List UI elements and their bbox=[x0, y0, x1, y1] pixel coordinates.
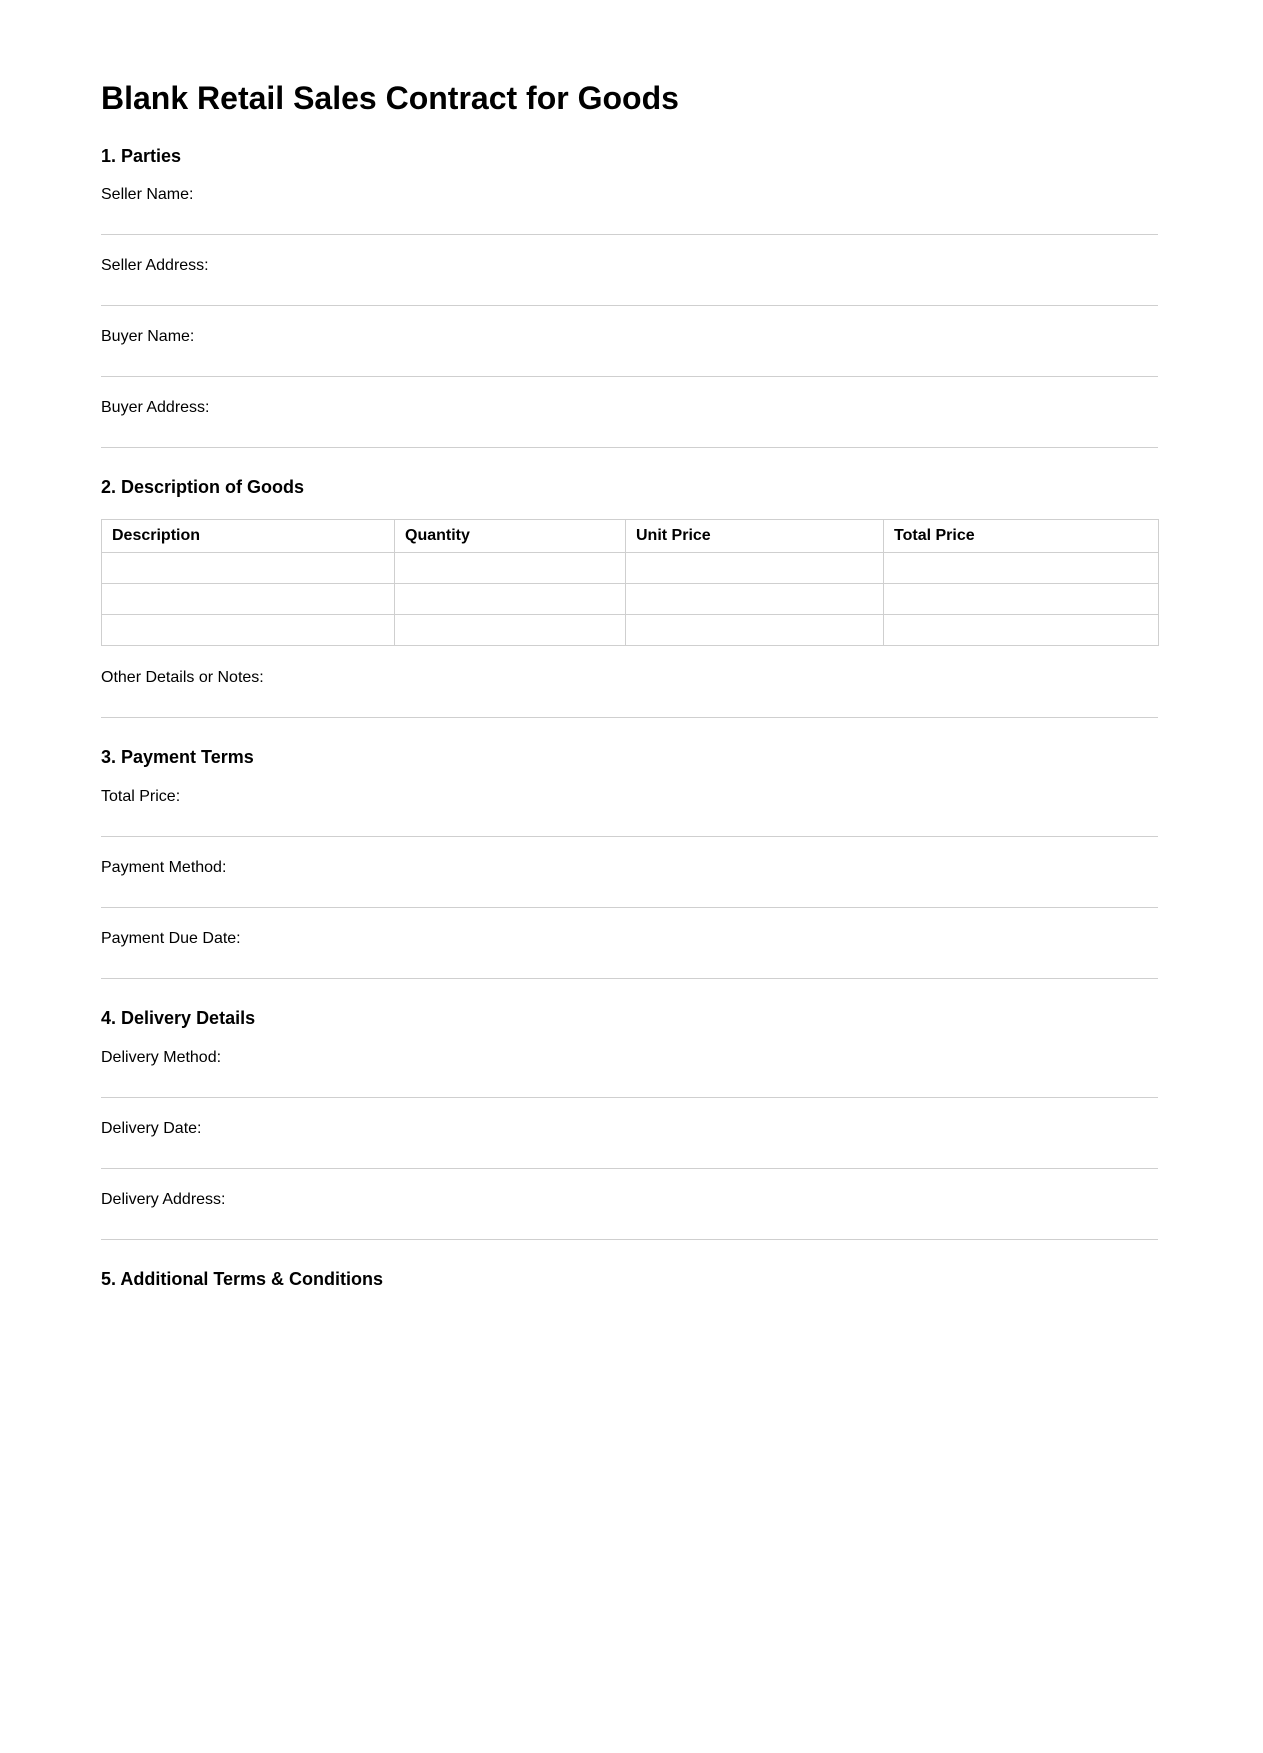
delivery-method-line[interactable] bbox=[101, 1097, 1158, 1098]
payment-method-label: Payment Method: bbox=[101, 859, 227, 876]
delivery-address-label: Delivery Address: bbox=[101, 1191, 226, 1208]
section-heading-goods: 2. Description of Goods bbox=[101, 477, 305, 497]
column-header-quantity: Quantity bbox=[395, 520, 626, 553]
seller-address-label: Seller Address: bbox=[101, 257, 209, 274]
column-header-unit-price: Unit Price bbox=[626, 520, 884, 553]
table-cell[interactable] bbox=[395, 553, 626, 584]
table-cell[interactable] bbox=[102, 615, 395, 646]
delivery-date-line[interactable] bbox=[101, 1168, 1158, 1169]
delivery-date-label: Delivery Date: bbox=[101, 1120, 202, 1137]
document-title: Blank Retail Sales Contract for Goods bbox=[101, 80, 679, 116]
payment-due-date-line[interactable] bbox=[101, 978, 1158, 979]
section-heading-payment: 3. Payment Terms bbox=[101, 747, 254, 767]
column-header-description: Description bbox=[102, 520, 395, 553]
table-cell[interactable] bbox=[626, 584, 884, 615]
buyer-name-label: Buyer Name: bbox=[101, 328, 195, 345]
section-heading-parties: 1. Parties bbox=[101, 146, 182, 166]
seller-name-line[interactable] bbox=[101, 234, 1158, 235]
seller-name-label: Seller Name: bbox=[101, 186, 194, 203]
table-row bbox=[102, 584, 1159, 615]
goods-table bbox=[101, 519, 1159, 646]
buyer-address-line[interactable] bbox=[101, 447, 1158, 448]
table-cell[interactable] bbox=[102, 553, 395, 584]
other-details-label: Other Details or Notes: bbox=[101, 669, 264, 686]
delivery-method-label: Delivery Method: bbox=[101, 1049, 222, 1066]
buyer-address-label: Buyer Address: bbox=[101, 399, 210, 416]
table-cell[interactable] bbox=[395, 584, 626, 615]
payment-due-date-label: Payment Due Date: bbox=[101, 930, 241, 947]
table-row bbox=[102, 553, 1159, 584]
section-heading-additional-terms: 5. Additional Terms & Conditions bbox=[101, 1269, 384, 1289]
table-cell[interactable] bbox=[626, 615, 884, 646]
table-cell[interactable] bbox=[626, 553, 884, 584]
table-cell[interactable] bbox=[102, 584, 395, 615]
other-details-line[interactable] bbox=[101, 717, 1158, 718]
table-cell[interactable] bbox=[884, 584, 1159, 615]
table-row bbox=[102, 615, 1159, 646]
table-cell[interactable] bbox=[395, 615, 626, 646]
total-price-line[interactable] bbox=[101, 836, 1158, 837]
payment-method-line[interactable] bbox=[101, 907, 1158, 908]
buyer-name-line[interactable] bbox=[101, 376, 1158, 377]
table-cell[interactable] bbox=[884, 615, 1159, 646]
section-heading-delivery: 4. Delivery Details bbox=[101, 1008, 256, 1028]
seller-address-line[interactable] bbox=[101, 305, 1158, 306]
delivery-address-line[interactable] bbox=[101, 1239, 1158, 1240]
table-cell[interactable] bbox=[884, 553, 1159, 584]
column-header-total-price: Total Price bbox=[884, 520, 1159, 553]
total-price-label: Total Price: bbox=[101, 788, 181, 805]
goods-table-header-row bbox=[102, 520, 1159, 553]
